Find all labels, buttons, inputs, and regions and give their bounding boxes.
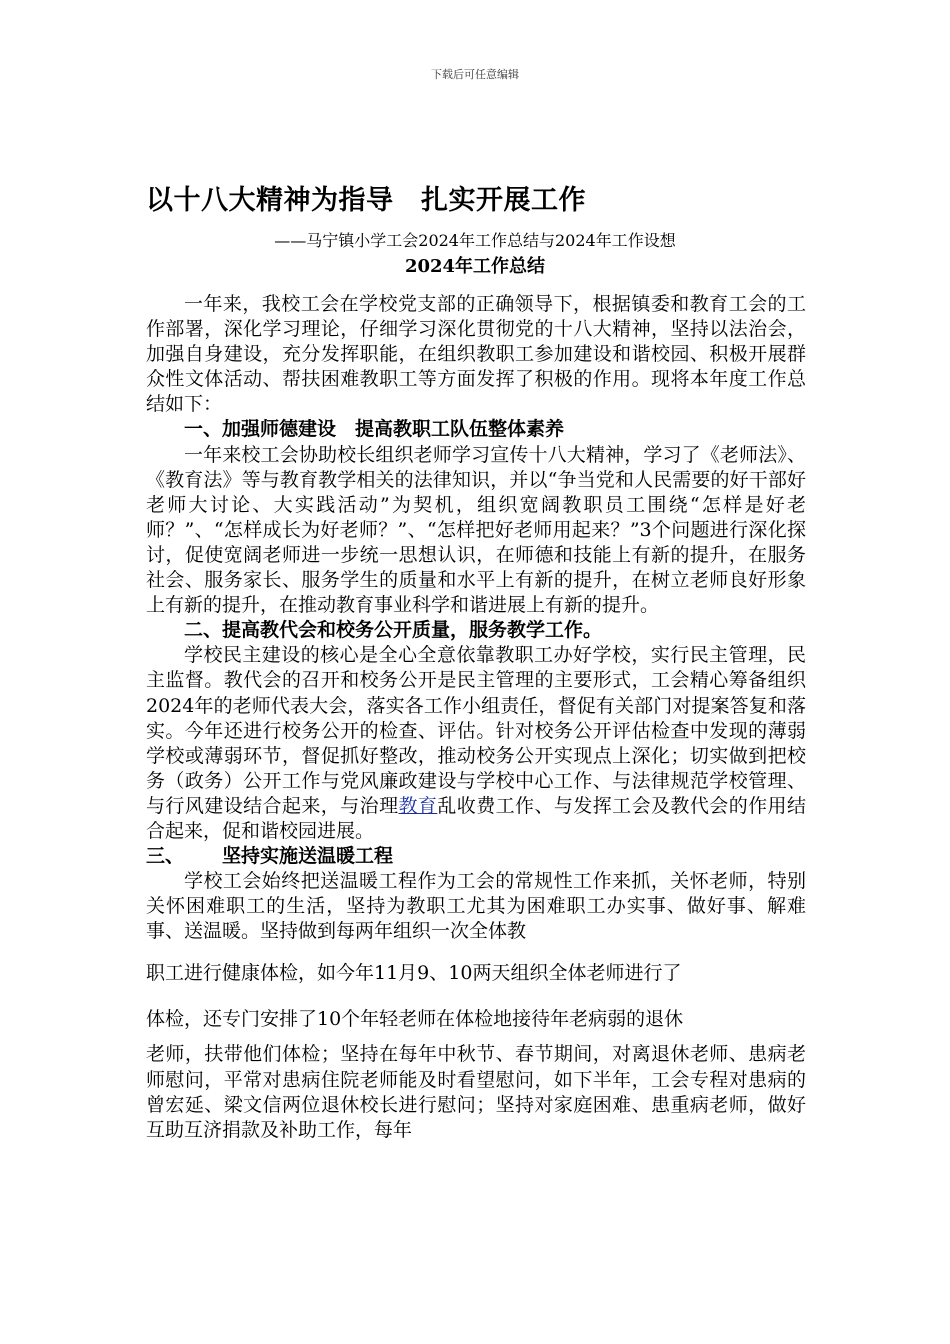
heading-2: 二、提高教代会和校务公开质量，服务教学工作。 [184, 619, 603, 642]
paragraph-2-text-a: 学校民主建设的核心是全心全意依靠教职工办好学校，实行民主管理，民主监督。教代会的召开和校务公开是民主管理的主要形式，工会精心筹备组织2024年的老师代表大会，落实各工作小组责任，督促有关部门对提案答复和落实。今年还进行校务公开的检查、评估。针对校务公开评估检查中发现的薄弱学校或薄弱环节，督促抓好整改，推动校务公开实现点上深化；切实做到把校务（政务）公开工作与党风廉政建设与学校中心工作、与法律规范学校管理、与行风建设结合起来，与治理 [146, 644, 806, 817]
paragraph-3: 学校工会始终把送温暖工程作为工会的常规性工作来抓，关怀老师，特别关怀困难职工的生活，坚持为教职工尤其为困难职工办实事、做好事、解难事、送温暖。坚持做到每两年组织一次全体教 [146, 870, 806, 943]
heading-3 [146, 844, 806, 869]
paragraph-3-continued: 老师，扶带他们体检；坚持在每年中秋节、春节期间，对离退休老师、患病老师慰问，平常对患病住院老师能及时看望慰问，如下半年，工会专程对患病的曾宏延、梁文信两位退休校长进行慰问；坚持对家庭困难、患重病老师，做好互助互济捐款及补助工作，每年 [146, 1043, 806, 1141]
education-link[interactable]: 教育 [398, 794, 438, 817]
section-title: 2024年工作总结 [404, 256, 546, 277]
document-title: 以十八大精神为指导 扎实开展工作 [146, 185, 586, 216]
paragraph-1: 一年来校工会协助校长组织老师学习宣传十八大精神，学习了《老师法》、《教育法》等与教育教学相关的法律知识，并以“争当党和人民需要的好干部好老师大讨论、大实践活动”为契机，组织宽阔教职员工围绕“怎样是好老师？”、“怎样成长为好老师？”、“怎样把好老师用起来？”3个问题进行深化探讨，促使宽阔老师进一步统一思想认识，在师德和技能上有新的提升，在服务社会、服务家长、服务学生的质量和水平上有新的提升，在树立老师良好形象上有新的提升，在推动教育事业科学和谐进展上有新的提升。 [146, 443, 806, 617]
heading-3-number: 三、 [146, 845, 185, 868]
paragraph-3-line-wide-2: 体检，还专门安排了10个年轻老师在体检地接待年老病弱的退休 [146, 1008, 684, 1031]
document-subtitle: ——马宁镇小学工会2024年工作总结与2024年工作设想 [274, 231, 676, 250]
heading-3-text: 坚持实施送温暖工程 [222, 845, 394, 868]
intro-paragraph: 一年来，我校工会在学校党支部的正确领导下，根据镇委和教育工会的工作部署，深化学习理论，仔细学习深化贯彻党的十八大精神，坚持以法治会，加强自身建设，充分发挥职能，在组织教职工参加建设和谐校园、积极开展群众性文体活动、帮扶困难教职工等方面发挥了积极的作用。现将本年度工作总结如下： [146, 293, 806, 416]
page-header-note: 下载后可任意编辑 [431, 68, 519, 81]
document-body [146, 292, 806, 1143]
paragraph-3-line-wide-1: 职工进行健康体检，如今年11月9、10两天组织全体老师进行了 [146, 962, 682, 985]
paragraph-2 [146, 643, 806, 844]
heading-1: 一、加强师德建设 提高教职工队伍整体素养 [184, 418, 565, 441]
paragraph-2-text-b: 乱收费工作、与发挥工会及教代会的作用结合起来，促和谐校园进展。 [146, 794, 806, 842]
